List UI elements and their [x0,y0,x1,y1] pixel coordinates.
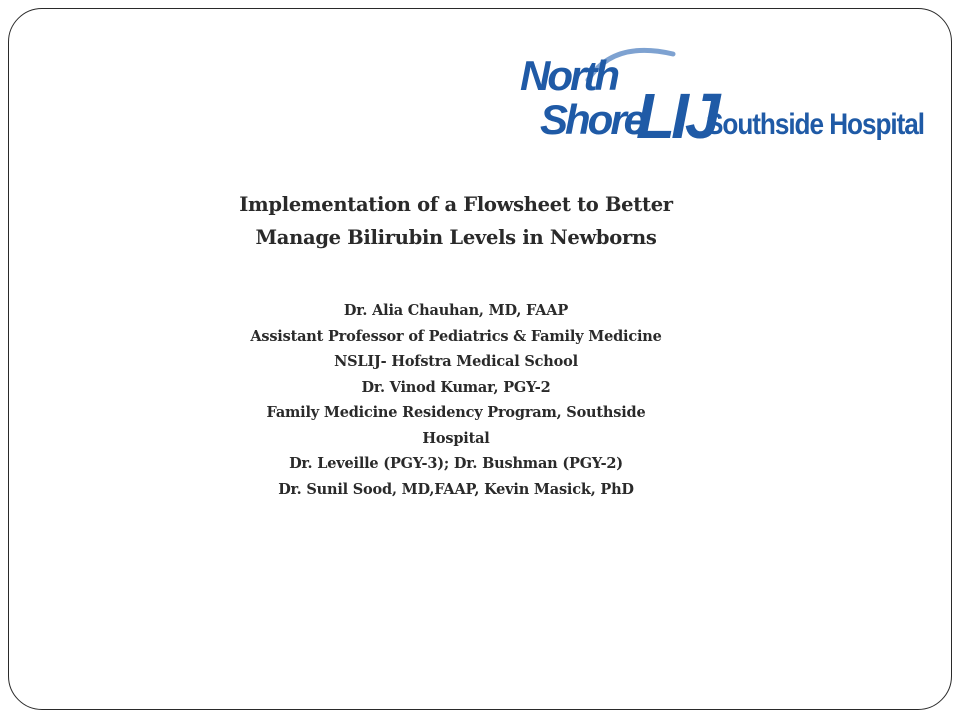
author-line: Dr. Alia Chauhan, MD, FAAP [343,302,569,319]
logo-graphic [518,42,928,154]
author-line: Dr. Vinod Kumar, PGY-2 [361,378,551,396]
author-line: Hospital [422,429,490,447]
author-line: NSLIJ- Hofstra Medical School [334,353,578,370]
title-line-2: Manage Bilirubin Levels in Newborns [255,226,657,249]
author-line: Family Medicine Residency Program, Southside [266,404,646,421]
title-line-1: Implementation of a Flowsheet to Better [239,193,673,216]
logo-shore-text: Shore [540,96,645,143]
author-line: Dr. Leveille (PGY-3); Dr. Bushman (PGY-2) [289,455,623,472]
author-block [170,298,742,502]
hospital-logo [518,42,928,154]
presentation-title [150,188,762,254]
logo-lij-text: LIJ [636,80,717,152]
logo-hospital-text: Southside Hospital [706,108,924,141]
author-line: Assistant Professor of Pediatrics & Family Medicine [250,327,662,345]
author-line: Dr. Sunil Sood, MD,FAAP, Kevin Masick, PhD [278,480,634,498]
logo-north-text: North [520,52,617,99]
